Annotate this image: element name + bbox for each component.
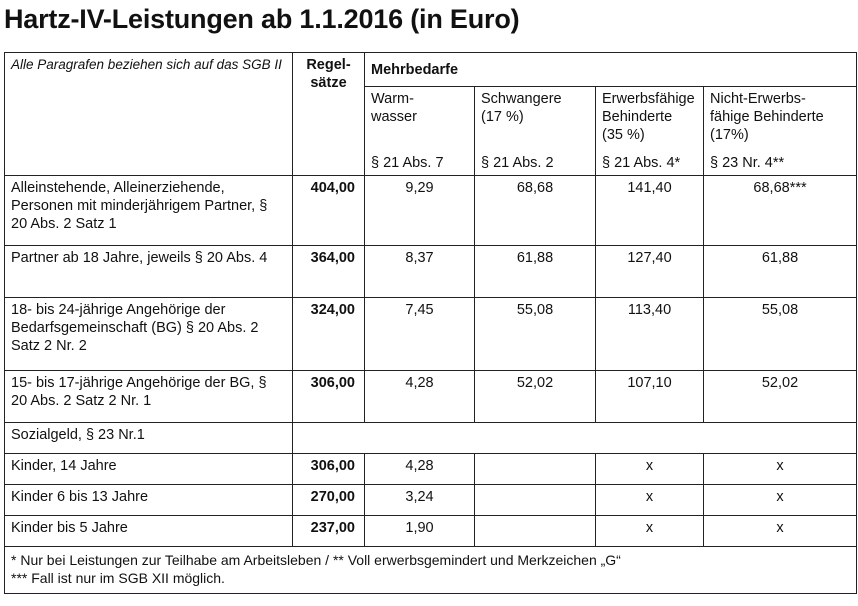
table-row (5, 298, 857, 371)
header-col-warmwasser (365, 87, 475, 176)
col-name: Schwangere (17 %) (481, 91, 562, 125)
row-regelsatz: 237,00 (293, 516, 365, 547)
row-regelsatz: 404,00 (293, 176, 365, 246)
row-warmwasser: 4,28 (365, 454, 475, 485)
row-regelsatz: 306,00 (293, 371, 365, 423)
header-regelsaetze (293, 53, 365, 176)
header-mehrbedarfe: Mehrbedarfe (365, 53, 857, 87)
section-empty (293, 423, 857, 454)
regelsaetze-line-2: sätze (310, 75, 347, 91)
page-title: Hartz-IV-Leistungen ab 1.1.2016 (in Euro) (4, 4, 520, 34)
header-note: Alle Paragrafen beziehen sich auf das SGB II (5, 53, 293, 176)
col-para: § 23 Nr. 4** (710, 155, 785, 171)
row-warmwasser: 7,45 (365, 298, 475, 371)
table-row (5, 485, 857, 516)
row-nicht-erwerbsfaehig: x (704, 516, 857, 547)
footnote-1: * Nur bei Leistungen zur Teilhabe am Arbeitsleben / ** Voll erwerbsgemindert und Merkzeichen „G“ (11, 552, 621, 568)
row-erwerbsfaehig: 107,10 (596, 371, 704, 423)
table-row-section (5, 423, 857, 454)
col-para: § 21 Abs. 2 (481, 155, 554, 171)
col-name: Nicht-Erwerbs- fähige Behinderte (17%) (710, 91, 824, 143)
row-regelsatz: 270,00 (293, 485, 365, 516)
row-label: 15- bis 17-jährige Angehörige der BG, § 20 Abs. 2 Satz 2 Nr. 1 (5, 371, 293, 423)
row-label: Kinder, 14 Jahre (5, 454, 293, 485)
row-schwangere: 61,88 (475, 246, 596, 298)
row-regelsatz: 306,00 (293, 454, 365, 485)
row-nicht-erwerbsfaehig: 52,02 (704, 371, 857, 423)
row-schwangere: 52,02 (475, 371, 596, 423)
row-nicht-erwerbsfaehig: 55,08 (704, 298, 857, 371)
col-name: Erwerbsfähige Behinderte (35 %) (602, 91, 695, 143)
header-col-erwerbsfaehig (596, 87, 704, 176)
table-row (5, 454, 857, 485)
row-warmwasser: 8,37 (365, 246, 475, 298)
col-para: § 21 Abs. 7 (371, 155, 444, 171)
row-schwangere (475, 454, 596, 485)
row-warmwasser: 3,24 (365, 485, 475, 516)
row-nicht-erwerbsfaehig: 61,88 (704, 246, 857, 298)
row-erwerbsfaehig: 127,40 (596, 246, 704, 298)
row-erwerbsfaehig: 113,40 (596, 298, 704, 371)
table-row (5, 516, 857, 547)
row-erwerbsfaehig: x (596, 516, 704, 547)
header-col-nicht-erwerbsfaehig (704, 87, 857, 176)
row-label: Alleinstehende, Alleinerziehende, Personen mit minderjährigem Partner, § 20 Abs. 2 Satz 1 (5, 176, 293, 246)
row-warmwasser: 9,29 (365, 176, 475, 246)
row-schwangere (475, 485, 596, 516)
col-para: § 21 Abs. 4* (602, 155, 681, 171)
row-nicht-erwerbsfaehig: x (704, 454, 857, 485)
row-erwerbsfaehig: 141,40 (596, 176, 704, 246)
footnote-2: *** Fall ist nur im SGB XII möglich. (11, 570, 225, 586)
footnote-row (5, 547, 857, 594)
table-row (5, 371, 857, 423)
row-nicht-erwerbsfaehig: 68,68*** (704, 176, 857, 246)
row-label: 18- bis 24-jährige Angehörige der Bedarfsgemeinschaft (BG) § 20 Abs. 2 Satz 2 Nr. 2 (5, 298, 293, 371)
row-schwangere: 55,08 (475, 298, 596, 371)
row-nicht-erwerbsfaehig: x (704, 485, 857, 516)
row-label: Partner ab 18 Jahre, jeweils § 20 Abs. 4 (5, 246, 293, 298)
row-regelsatz: 364,00 (293, 246, 365, 298)
row-warmwasser: 4,28 (365, 371, 475, 423)
row-label: Kinder 6 bis 13 Jahre (5, 485, 293, 516)
row-erwerbsfaehig: x (596, 485, 704, 516)
table-row (5, 176, 857, 246)
row-erwerbsfaehig: x (596, 454, 704, 485)
regelsaetze-line-1: Regel- (306, 57, 351, 73)
header-row-1 (5, 53, 857, 87)
table-row (5, 246, 857, 298)
row-schwangere (475, 516, 596, 547)
benefits-table (4, 52, 857, 594)
header-col-schwangere (475, 87, 596, 176)
row-warmwasser: 1,90 (365, 516, 475, 547)
row-label: Kinder bis 5 Jahre (5, 516, 293, 547)
footnotes (5, 547, 857, 594)
row-regelsatz: 324,00 (293, 298, 365, 371)
col-name: Warm- wasser (371, 91, 417, 125)
section-label: Sozialgeld, § 23 Nr.1 (5, 423, 293, 454)
row-schwangere: 68,68 (475, 176, 596, 246)
